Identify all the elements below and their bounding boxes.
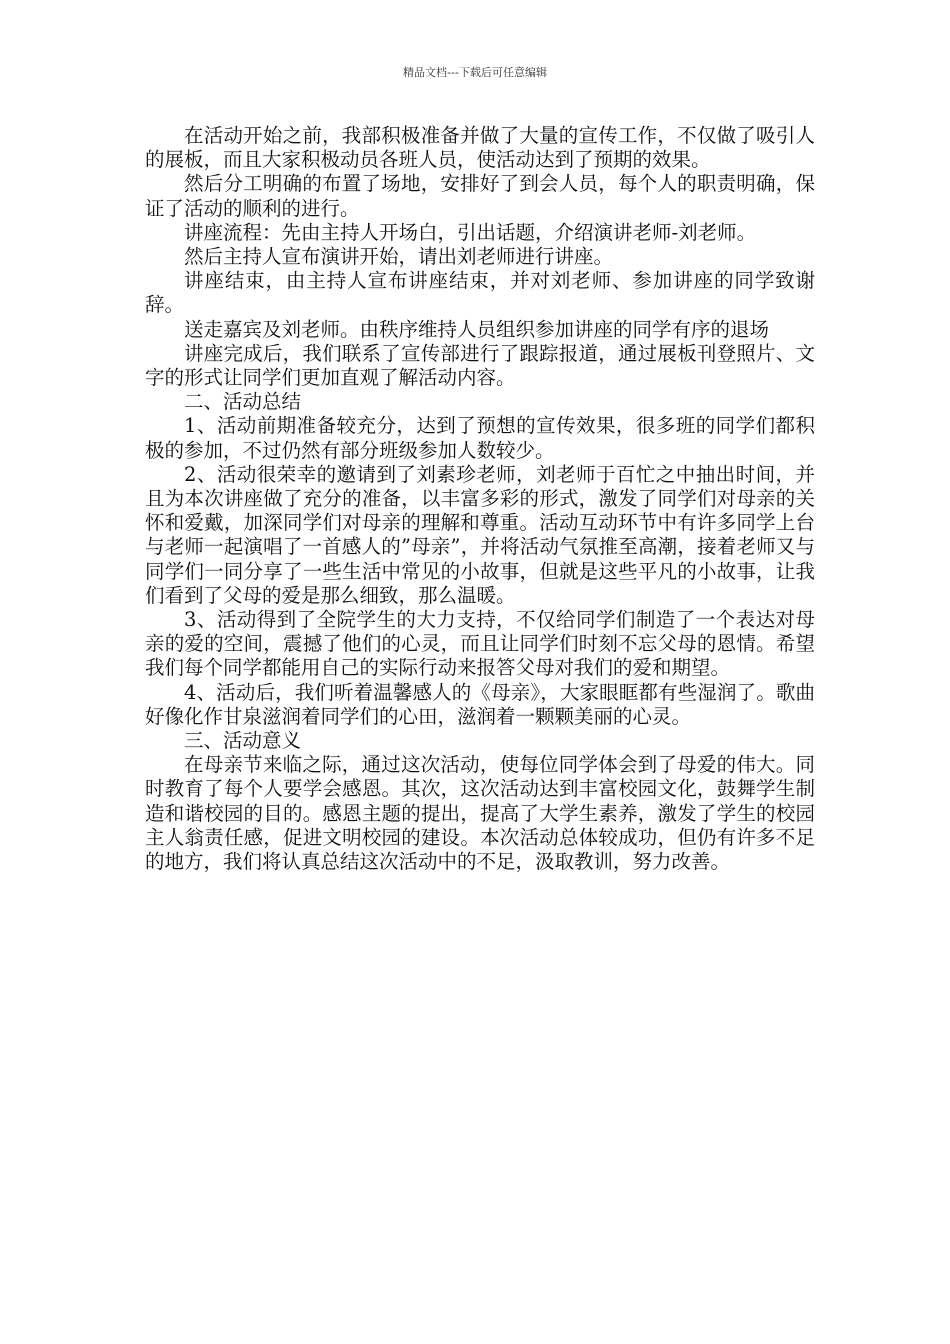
paragraph-lecture-start: 然后主持人宣布演讲开始，请出刘老师进行讲座。 <box>184 245 614 269</box>
paragraph-lecture-flow: 讲座流程：先由主持人开场白，引出话题，介绍演讲老师-刘老师。 <box>184 220 757 244</box>
paragraph-summary-1: 1、活动前期准备较充分，达到了预想的宣传效果，很多班的同学们都积极的参加，不过仍然有部分班级参加人数较少。 <box>145 414 815 462</box>
paragraph-summary-4: 4、活动后，我们听着温馨感人的《母亲》，大家眼眶都有些湿润了。歌曲好像化作甘泉滋润着同学们的心田，滋润着一颗颗美丽的心灵。 <box>145 680 815 728</box>
document-body <box>145 124 815 874</box>
paragraph-venue: 然后分工明确的布置了场地，安排好了到会人员，每个人的职责明确，保证了活动的顺利的进行。 <box>145 172 815 220</box>
paragraph-exit: 送走嘉宾及刘老师。由秩序维持人员组织参加讲座的同学有序的退场 <box>184 317 770 341</box>
paragraph-significance: 在母亲节来临之际，通过这次活动，使每位同学体会到了母爱的伟大。同时教育了每个人要学会感恩。其次，这次活动达到丰富校园文化，鼓舞学生制造和谐校园的目的。感恩主题的提出，提高了大学生素养，激发了学生的校园主人翁责任感，促进文明校园的建设。本次活动总体较成功，但仍有许多不足的地方，我们将认真总结这次活动中的不足，汲取教训，努力改善。 <box>145 753 815 874</box>
paragraph-summary-2: 2、活动很荣幸的邀请到了刘素珍老师，刘老师于百忙之中抽出时间，并且为本次讲座做了充分的准备，以丰富多彩的形式，激发了同学们对母亲的关怀和爱戴，加深同学们对母亲的理解和尊重。活动互动环节中有许多同学上台与老师一起演唱了一首感人的”母亲”，并将活动气氛推至高潮，接着老师又与同学们一同分享了一些生活中常见的小故事，但就是这些平凡的小故事，让我们看到了父母的爱是那么细致，那么温暖。 <box>145 462 815 607</box>
section-heading-summary: 二、活动总结 <box>184 390 302 414</box>
paragraph-report: 讲座完成后，我们联系了宣传部进行了跟踪报道，通过展板刊登照片、文字的形式让同学们更加直观了解活动内容。 <box>145 341 815 390</box>
paragraph-preparation: 在活动开始之前，我部积极准备并做了大量的宣传工作，不仅做了吸引人的展板，而且大家积极动员各班人员，使活动达到了预期的效果。 <box>145 124 815 172</box>
section-heading-significance: 三、活动意义 <box>184 729 302 753</box>
paragraph-lecture-end: 讲座结束，由主持人宣布讲座结束，并对刘老师、参加讲座的同学致谢辞。 <box>145 269 815 317</box>
paragraph-summary-3: 3、活动得到了全院学生的大力支持，不仅给同学们制造了一个表达对母亲的爱的空间，震撼了他们的心灵，而且让同学们时刻不忘父母的恩情。希望我们每个同学都能用自己的实际行动来报答父母对我们的爱和期望。 <box>145 608 815 680</box>
page-header: 精品文档---下载后可任意编辑 <box>403 66 547 79</box>
